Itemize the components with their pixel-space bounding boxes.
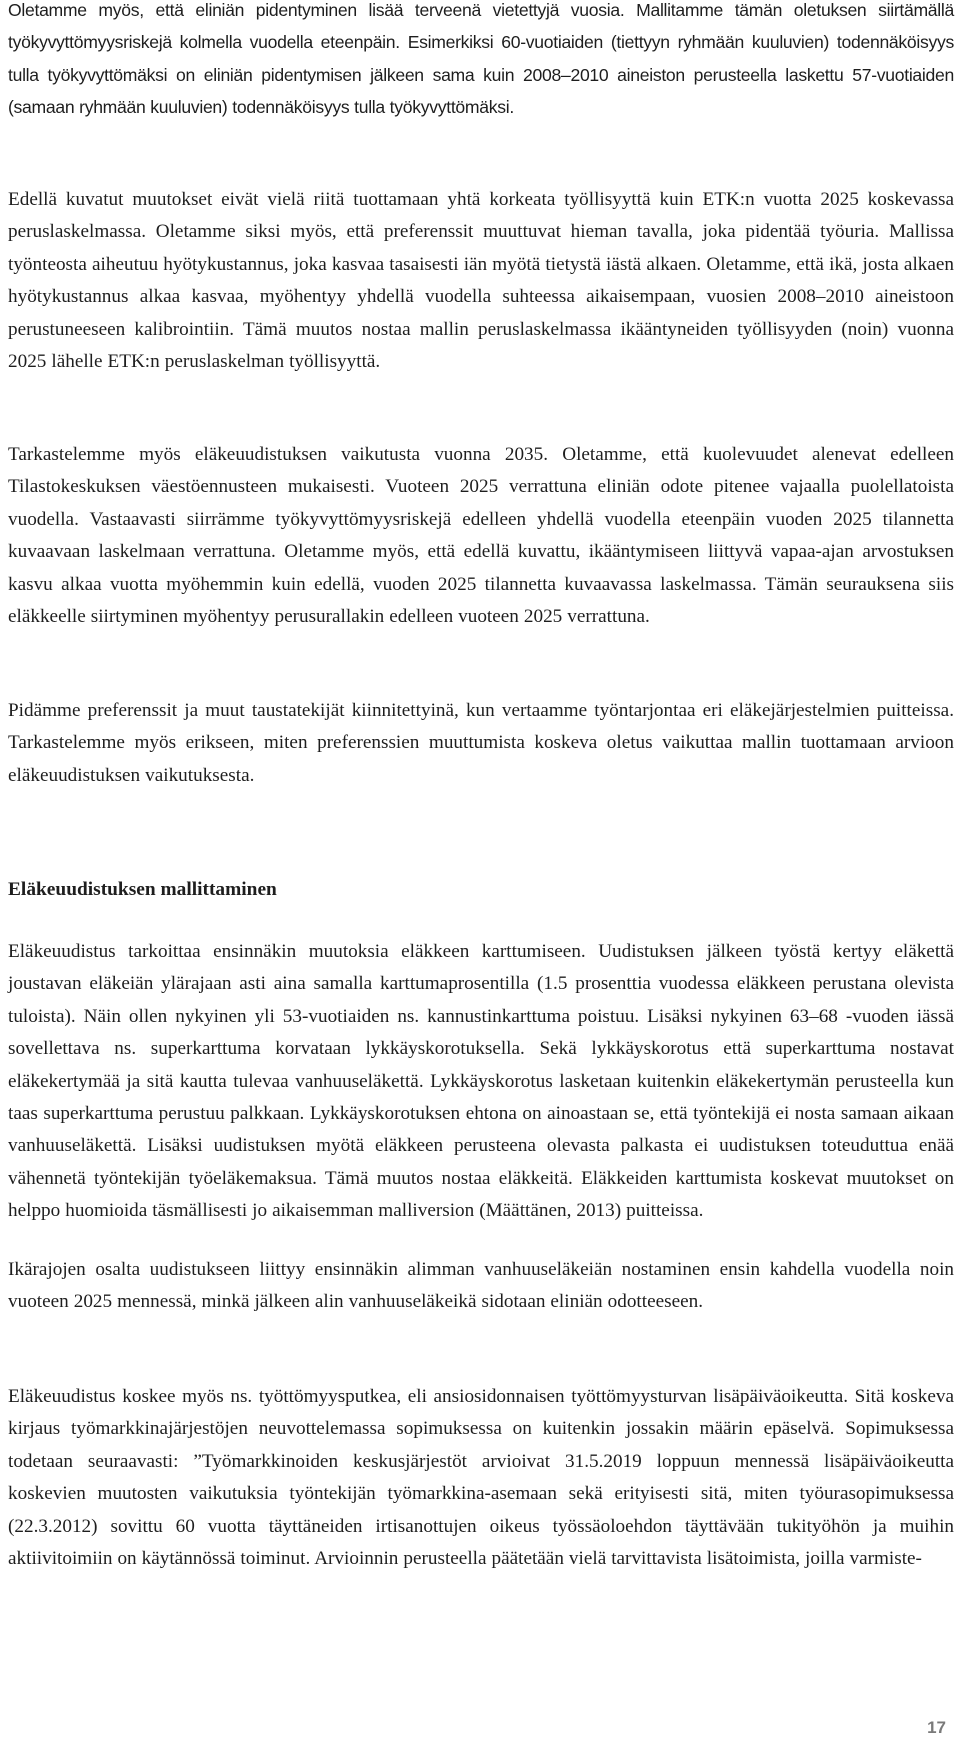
paragraph-life-expectancy-disability: Oletamme myös, että eliniän pidentyminen lisää terveenä vietettyjä vuosia. Mallitamme tämän oletuksen siirtämällä työkyvyttömyysriskejä kolmella vuodella eteenpäin. Esimerkiksi 60-vuotiaiden (tiettyyn ryhmään kuuluvien) todennäköisyys tulla työkyvyttömäksi on eliniän pidentymisen jälkeen sama kuin 2008–2010 aineiston perusteella laskettu 57-vuotiaiden (samaan ryhmään kuuluvien) todennäköisyys tulla työkyvyttömäksi. bbox=[8, 0, 954, 118]
page-number: 17 bbox=[927, 1718, 946, 1737]
paragraph-unemployment-tunnel: Eläkeuudistus koskee myös ns. työttömyysputkea, eli ansiosidonnaisen työttömyysturvan lisäpäiväoikeutta. Sitä koskeva kirjaus työmarkkinajärjestöjen neuvottelemassa sopimuksessa on kuitenkin jossakin määrin epäselvä. Sopimuksessa todetaan seuraavasti: ”Työmarkkinoiden keskusjärjestöt arvioivat 31.5.2019 loppuun mennessä lisäpäiväoikeutta koskevien muutosten vaikutuksia työntekijän työmarkkina-asemaan sekä erityisesti sitä, miten työurasopimuksessa (22.3.2012) sovittu 60 vuotta täyttäneiden irtisanottujen oikeus työssäoloehdon täyttävään tukityöhön ja muihin aktiivitoimiin on käytännössä toiminut. Arvioinnin perusteella päätetään vielä tarvittavista lisätoimista, joilla varmiste- bbox=[8, 1386, 954, 1570]
paragraph-fixed-preferences: Pidämme preferenssit ja muut taustatekijät kiinnitettyinä, kun vertaamme työntarjontaa eri eläkejärjestelmien puitteissa. Tarkastelemme myös erikseen, miten preferenssien muuttumista koskeva oletus vaikuttaa mallin tuottamaan arvioon eläkeuudistuksen vaikutuksesta. bbox=[8, 700, 954, 786]
paragraph-preferences-calibration: Edellä kuvatut muutokset eivät vielä riitä tuottamaan yhtä korkeata työllisyyttä kuin ETK:n vuotta 2025 koskevassa peruslaskelmassa. Oletamme siksi myös, että preferenssit muuttuvat hieman tavalla, joka pidentää työuria. Mallissa työnteosta aiheutuu hyötykustannus, joka kasvaa tasaisesti iän myötä tietystä iästä alkaen. Oletamme, että ikä, josta alkaen hyötykustannus alkaa kasvaa, myöhentyy yhdellä vuodella suhteessa aikaisempaan, vuosien 2008–2010 aineistoon perustuneeseen kalibrointiin. Tämä muutos nostaa mallin peruslaskelmassa ikääntyneiden työllisyyden (noin) vuonna 2025 lähelle ETK:n peruslaskelman työllisyyttä. bbox=[8, 189, 954, 373]
paragraph-age-limits: Ikärajojen osalta uudistukseen liittyy ensinnäkin alimman vanhuuseläkeiän nostaminen ensin kahdella vuodella noin vuoteen 2025 mennessä, minkä jälkeen alin vanhuuseläkeikä sidotaan eliniän odotteeseen. bbox=[8, 1259, 954, 1313]
paragraph-pension-accrual: Eläkeuudistus tarkoittaa ensinnäkin muutoksia eläkkeen karttumiseen. Uudistuksen jälkeen työstä kertyy eläkettä joustavan eläkeiän ylärajaan asti aina samalla karttumaprosentilla (1.5 prosenttia vuodessa eläkkeen perustana olevista tuloista). Näin ollen nykyinen yli 53-vuotiaiden ns. kannustinkarttuma poistuu. Lisäksi nykyinen 63–68 -vuoden iässä sovellettava ns. superkarttuma korvataan lykkäyskorotuksella. Sekä lykkäyskorotus että superkarttuma nostavat eläkekertymää ja sitä kautta tulevaa vanhuuseläkettä. Lykkäyskorotus lasketaan kuitenkin eläkekertymän perusteella kun taas superkarttuma perustuu palkkaan. Lykkäyskorotuksen ehtona on ainoastaan se, että työntekijä ei nosta samaan aikaan vanhuuseläkettä. Lisäksi uudistuksen myötä eläkkeen perusteena olevasta palkasta ei uudistuksen toteuduttua enää vähennetä työntekijän työeläkemaksua. Tämä muutos nostaa eläkkeitä. Eläkkeiden karttumista koskevat muutokset on helppo huomioida täsmällisesti jo aikaisemman malliversion (Määttänen, 2013) puitteissa. bbox=[8, 941, 954, 1222]
paragraph-reform-2035: Tarkastelemme myös eläkeuudistuksen vaikutusta vuonna 2035. Oletamme, että kuolevuudet alenevat edelleen Tilastokeskuksen väestöennusteen mukaisesti. Vuoteen 2025 verrattuna eliniän odote pitenee vajaalla puolellatoista vuodella. Vastaavasti siirrämme työkyvyttömyysriskejä edelleen yhdellä vuodella eteenpäin vuoden 2025 tilannetta kuvaavaan laskelmaan verrattuna. Oletamme myös, että edellä kuvattu, ikääntymiseen liittyvä vapaa-ajan arvostuksen kasvu alkaa vuotta myöhemmin kuin edellä, vuoden 2025 tilannetta kuvaavassa laskelmassa. Tämän seurauksena siis eläkkeelle siirtyminen myöhentyy perusurallakin edelleen vuoteen 2025 verrattuna. bbox=[8, 444, 954, 628]
section-heading: Eläkeuudistuksen mallittaminen bbox=[8, 879, 277, 900]
